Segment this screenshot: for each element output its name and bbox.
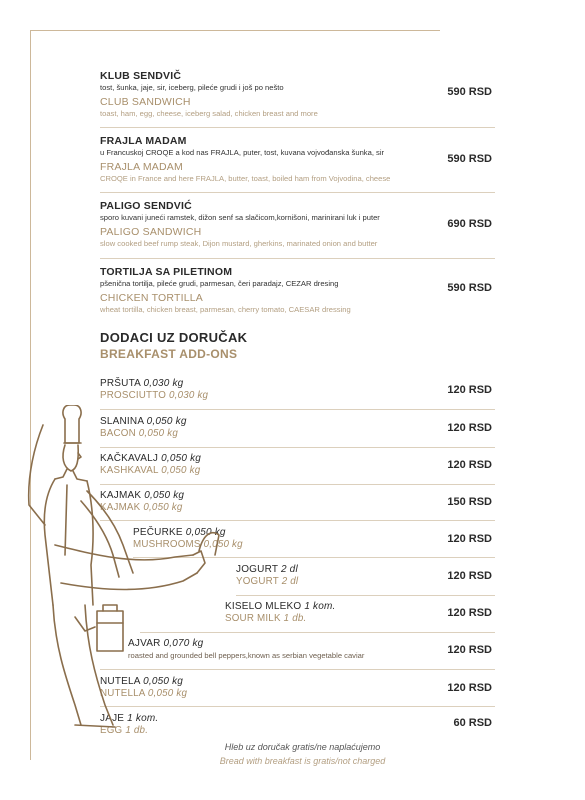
addon-qty: 0,050 kg bbox=[143, 676, 184, 687]
menu-item-paligo-sandwich bbox=[100, 200, 495, 248]
item-desc-en: toast, ham, egg, cheese, iceberg salad, chicken breast and more bbox=[100, 109, 318, 118]
addon-name: MUSHROOMS bbox=[133, 539, 201, 550]
addon-name: SLANINA bbox=[100, 416, 144, 427]
addon-qty: 0,050 kg bbox=[203, 539, 243, 550]
addon-qty: 0,050 kg bbox=[185, 527, 226, 538]
addon-qty: 1 db. bbox=[125, 725, 149, 736]
addon-desc-en: roasted and grounded bell peppers,known as serbian vegetable caviar bbox=[128, 651, 365, 660]
separator bbox=[100, 127, 495, 128]
item-desc-en: slow cooked beef rump steak, Dijon mustard, gherkins, marinated onion and butter bbox=[100, 239, 378, 248]
item-name-sr: KLUB SENDVIČ bbox=[100, 70, 182, 82]
frame-top-line bbox=[30, 30, 440, 31]
addon-name: NUTELLA bbox=[100, 688, 145, 699]
addon-name: BACON bbox=[100, 428, 136, 439]
addon-name: KAČKAVALJ bbox=[100, 453, 159, 464]
item-price: 590 RSD bbox=[447, 86, 492, 98]
section-title-en: BREAKFAST ADD-ONS bbox=[100, 347, 238, 361]
addon-price: 120 RSD bbox=[447, 644, 492, 656]
addon-price: 60 RSD bbox=[453, 717, 492, 729]
addon-qty: 0,070 kg bbox=[163, 638, 204, 649]
item-name-sr: PALIGO SENDVIĆ bbox=[100, 200, 192, 212]
chef-illustration bbox=[15, 405, 245, 735]
addon-qty: 0,030 kg bbox=[169, 390, 209, 401]
addon-yogurt bbox=[236, 564, 495, 587]
item-price: 590 RSD bbox=[447, 282, 492, 294]
menu-item-frajla-madam bbox=[100, 135, 495, 183]
item-desc-en: CROQE in France and here FRAJLA, butter, toast, boiled ham from Vojvodina, cheese bbox=[100, 174, 391, 183]
addon-price: 120 RSD bbox=[447, 682, 492, 694]
menu-item-club-sandwich bbox=[100, 70, 495, 118]
addon-price: 120 RSD bbox=[447, 533, 492, 545]
addon-qty: 0,050 kg bbox=[161, 453, 202, 464]
addon-price: 120 RSD bbox=[447, 384, 492, 396]
addon-price: 120 RSD bbox=[447, 422, 492, 434]
addon-qty: 1 kom. bbox=[304, 601, 336, 612]
addon-name: SOUR MILK bbox=[225, 613, 281, 624]
addon-name: JOGURT bbox=[236, 564, 278, 575]
addon-prosciutto bbox=[100, 378, 495, 401]
addon-qty: 0,050 kg bbox=[147, 688, 188, 699]
item-name-sr: FRAJLA MADAM bbox=[100, 135, 187, 147]
item-name-en: PALIGO SANDWICH bbox=[100, 226, 202, 238]
addon-qty: 0,050 kg bbox=[143, 502, 183, 513]
addon-qty: 0,050 kg bbox=[161, 465, 201, 476]
addon-name: KISELO MLEKO bbox=[225, 601, 302, 612]
addon-name: KAJMAK bbox=[100, 490, 142, 501]
item-desc-sr: tost, šunka, jaje, sir, iceberg, pileće grudi i još po nešto bbox=[100, 83, 284, 92]
addon-qty: 1 kom. bbox=[127, 713, 159, 724]
addon-qty: 0,030 kg bbox=[143, 378, 184, 389]
addon-qty: 0,050 kg bbox=[138, 428, 178, 439]
addon-qty: 1 db. bbox=[283, 613, 307, 624]
addon-name-en bbox=[100, 390, 495, 401]
addon-name: EGG bbox=[100, 725, 123, 736]
addon-price: 120 RSD bbox=[447, 607, 492, 619]
addon-name: KASHKAVAL bbox=[100, 465, 159, 476]
addon-name: PEČURKE bbox=[133, 527, 183, 538]
menu-item-chicken-tortilla bbox=[100, 266, 495, 314]
item-name-en: CLUB SANDWICH bbox=[100, 96, 191, 108]
item-name-sr: TORTILJA SA PILETINOM bbox=[100, 266, 233, 278]
item-desc-sr: u Francuskoj CROQE a kod nas FRAJLA, puter, tost, kuvana vojvođanska šunka, sir bbox=[100, 148, 385, 157]
footer-note-en: Bread with breakfast is gratis/not charged bbox=[219, 756, 386, 766]
addon-name: KAJMAK bbox=[100, 502, 141, 513]
addon-price: 120 RSD bbox=[447, 459, 492, 471]
item-name-en: CHICKEN TORTILLA bbox=[100, 292, 203, 304]
addon-qty: 2 dl bbox=[280, 564, 298, 575]
addon-sour-milk bbox=[225, 601, 495, 624]
addon-name: NUTELA bbox=[100, 676, 141, 687]
addon-name: YOGURT bbox=[236, 576, 279, 587]
section-title-sr: DODACI UZ DORUČAK bbox=[100, 330, 248, 345]
item-desc-en: wheat tortilla, chicken breast, parmesan, cherry tomato, CAESAR dressing bbox=[100, 305, 351, 314]
addon-price: 150 RSD bbox=[447, 496, 492, 508]
addon-name-sr bbox=[100, 378, 495, 389]
separator bbox=[100, 192, 495, 193]
addon-qty: 0,050 kg bbox=[146, 416, 187, 427]
addon-name: PRŠUTA bbox=[100, 378, 141, 389]
item-price: 690 RSD bbox=[447, 218, 492, 230]
addon-qty: 0,050 kg bbox=[144, 490, 185, 501]
addon-price: 120 RSD bbox=[447, 570, 492, 582]
addon-qty: 2 dl bbox=[281, 576, 299, 587]
addon-name: PROSCIUTTO bbox=[100, 390, 167, 401]
separator bbox=[236, 595, 495, 596]
item-desc-sr: sporo kuvani juneći ramstek, dižon senf sa slačicom,kornišoni, marinirani luk i puter bbox=[100, 213, 380, 222]
addon-name: JAJE bbox=[100, 713, 125, 724]
separator bbox=[100, 258, 495, 259]
addon-name: AJVAR bbox=[128, 638, 161, 649]
footer-note-sr: Hleb uz doručak gratis/ne naplaćujemo bbox=[224, 742, 381, 752]
item-desc-sr: pšenična tortilja, pileće grudi, parmesan, čeri paradajz, CEZAR dresing bbox=[100, 279, 339, 288]
item-price: 590 RSD bbox=[447, 153, 492, 165]
item-name-en: FRAJLA MADAM bbox=[100, 161, 183, 173]
